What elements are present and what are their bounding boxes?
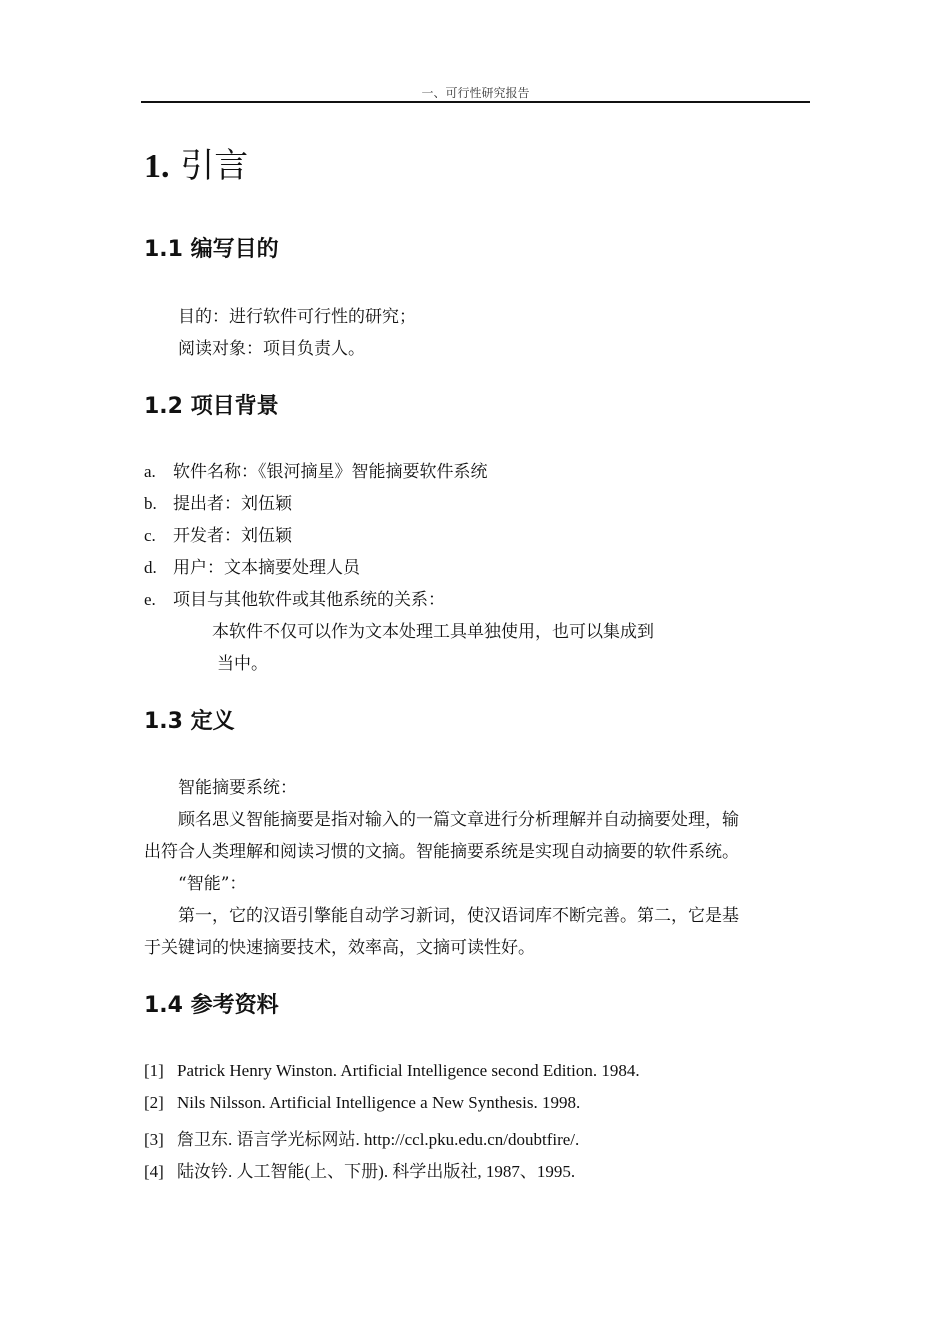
list-item bbox=[144, 558, 360, 578]
reference-text: 陆汝钤. 人工智能(上、下册). 科学出版社, 1987、1995. bbox=[177, 1162, 576, 1181]
section-heading-1-1: 1.1 编写目的 bbox=[144, 237, 279, 262]
list-item-label: e. bbox=[144, 590, 156, 609]
list-item-text: 软件名称：《银河摘星》智能摘要软件系统 bbox=[173, 462, 488, 482]
definition-term: 智能摘要系统： bbox=[178, 778, 297, 798]
list-item-text: 提出者：刘伍颖 bbox=[173, 494, 292, 514]
reference-label: [2] bbox=[144, 1093, 164, 1112]
reference-text: 詹卫东. 语言学光标网站. http://ccl.pku.edu.cn/doubtfire/. bbox=[177, 1130, 580, 1149]
reference-label: [1] bbox=[144, 1061, 164, 1080]
reference-item bbox=[144, 1125, 579, 1150]
list-item bbox=[144, 462, 488, 482]
definition-paragraph-line-2: 出符合人类理解和阅读习惯的文摘。智能摘要系统是实现自动摘要的软件系统。 bbox=[144, 842, 739, 862]
list-item bbox=[144, 494, 292, 514]
reference-text: Nils Nilsson. Artificial Intelligence a New Synthesis. 1998. bbox=[177, 1093, 581, 1112]
smart-paragraph-line-1: 第一，它的汉语引擎能自动学习新词，使汉语词库不断完善。第二，它是基 bbox=[178, 906, 739, 926]
chapter-title: 引言 bbox=[180, 146, 249, 186]
reference-label: [3] bbox=[144, 1130, 164, 1149]
reference-text: Patrick Henry Winston. Artificial Intelligence second Edition. 1984. bbox=[177, 1061, 640, 1080]
list-item-label: c. bbox=[144, 526, 156, 545]
chapter-heading bbox=[144, 138, 248, 187]
relation-note-line-2: 当中。 bbox=[217, 654, 268, 674]
list-item-text: 开发者：刘伍颖 bbox=[173, 526, 292, 546]
list-item bbox=[144, 590, 445, 610]
smart-paragraph-line-2: 于关键词的快速摘要技术，效率高，文摘可读性好。 bbox=[144, 938, 535, 958]
running-header: 一、可行性研究报告 bbox=[421, 86, 530, 100]
relation-note-line-1: 本软件不仅可以作为文本处理工具单独使用，也可以集成到 bbox=[212, 622, 654, 642]
reference-label: [4] bbox=[144, 1162, 164, 1181]
section-heading-1-3: 1.3 定义 bbox=[144, 709, 235, 734]
list-item-label: d. bbox=[144, 558, 157, 577]
smart-quote-term: “智能”： bbox=[178, 874, 247, 894]
list-item-label: b. bbox=[144, 494, 157, 513]
audience-line: 阅读对象：项目负责人。 bbox=[178, 339, 365, 359]
header-rule bbox=[141, 101, 810, 103]
reference-item bbox=[144, 1061, 640, 1081]
purpose-line: 目的：进行软件可行性的研究； bbox=[178, 307, 416, 327]
list-item-label: a. bbox=[144, 462, 156, 481]
list-item bbox=[144, 526, 292, 546]
chapter-number: 1. bbox=[144, 148, 170, 185]
section-heading-1-2: 1.2 项目背景 bbox=[144, 394, 279, 419]
reference-item bbox=[144, 1157, 575, 1182]
definition-paragraph-line-1: 顾名思义智能摘要是指对输入的一篇文章进行分析理解并自动摘要处理，输 bbox=[178, 810, 739, 830]
section-heading-1-4: 1.4 参考资料 bbox=[144, 993, 279, 1018]
list-item-text: 项目与其他软件或其他系统的关系： bbox=[173, 590, 445, 610]
reference-item bbox=[144, 1093, 580, 1113]
list-item-text: 用户：文本摘要处理人员 bbox=[173, 558, 360, 578]
